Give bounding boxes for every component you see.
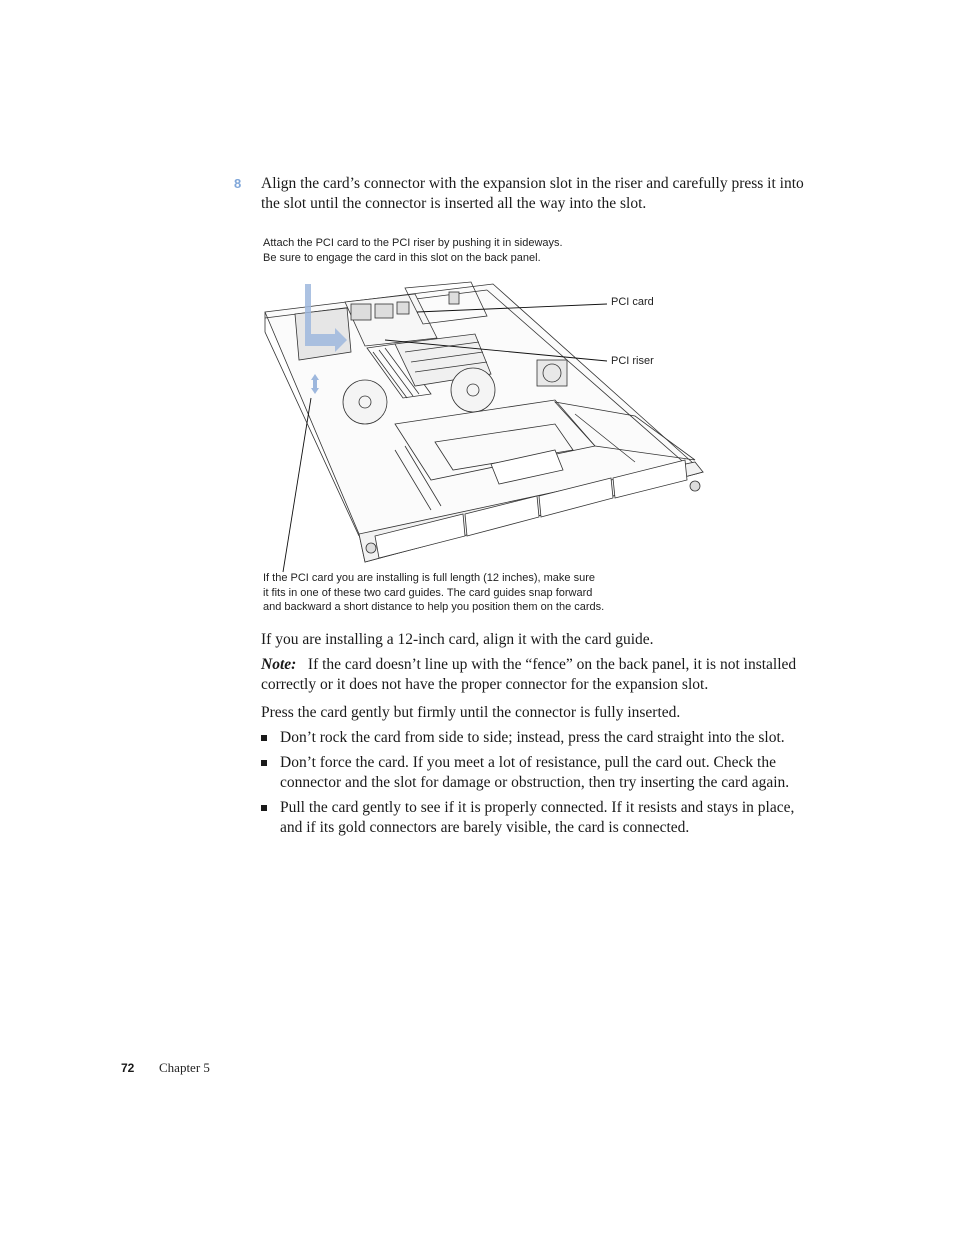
- bullet-text: Pull the card gently to see if it is properly connected. If it resists and stays in place, and if its gold connectors are barely visible, the card is connected.: [280, 799, 795, 836]
- bullet-text: Don’t rock the card from side to side; instead, press the card straight into the slot.: [280, 729, 785, 746]
- callout-bottom-line-3: and backward a short distance to help you position them on the cards.: [263, 601, 605, 613]
- bullet-marker: [261, 760, 267, 766]
- paragraph-12-inch: If you are installing a 12-inch card, align it with the card guide.: [261, 631, 654, 648]
- paragraph-press-card: Press the card gently but firmly until the connector is fully inserted.: [261, 704, 681, 721]
- bullet-text: Don’t force the card. If you meet a lot of resistance, pull the card out. Check the connector and the slot for damage or obstruction, then try inserting the card again.: [280, 754, 790, 791]
- callout-bottom-line-2: it fits in one of these two card guides. The card guides snap forward: [263, 586, 593, 599]
- bullet-marker: [261, 805, 267, 811]
- step-8: [234, 174, 804, 214]
- bullet-item: [261, 728, 801, 748]
- step-number: 8: [234, 176, 242, 191]
- bullet-item: [261, 798, 801, 838]
- note-text: If the card doesn’t line up with the “fence” on the back panel, it is not installed correctly or it does not have the proper connector for the expansion slot.: [261, 656, 797, 693]
- callout-bottom-line-1: If the PCI card you are installing is full length (12 inches), make sure: [263, 572, 595, 584]
- note-paragraph: [261, 655, 801, 695]
- callout-top-line-1: Attach the PCI card to the PCI riser by pushing it in sideways.: [263, 237, 563, 249]
- callout-bottom: [263, 571, 604, 615]
- callout-top-line-2: Be sure to engage the card in this slot on the back panel.: [263, 251, 541, 264]
- bullet-item: [261, 753, 801, 793]
- note-label: Note:: [261, 656, 297, 673]
- label-pci-riser: PCI riser: [611, 355, 654, 367]
- step-text: Align the card’s connector with the expansion slot in the riser and carefully press it into the slot until the connector is inserted all the way into the slot.: [261, 175, 804, 212]
- xserve-chassis-illustration: [255, 274, 715, 574]
- callout-top: [263, 236, 563, 265]
- bullet-marker: [261, 735, 267, 741]
- label-pci-card: PCI card: [611, 296, 654, 308]
- page-number: 72: [121, 1061, 135, 1075]
- chapter-label: Chapter 5: [159, 1060, 210, 1075]
